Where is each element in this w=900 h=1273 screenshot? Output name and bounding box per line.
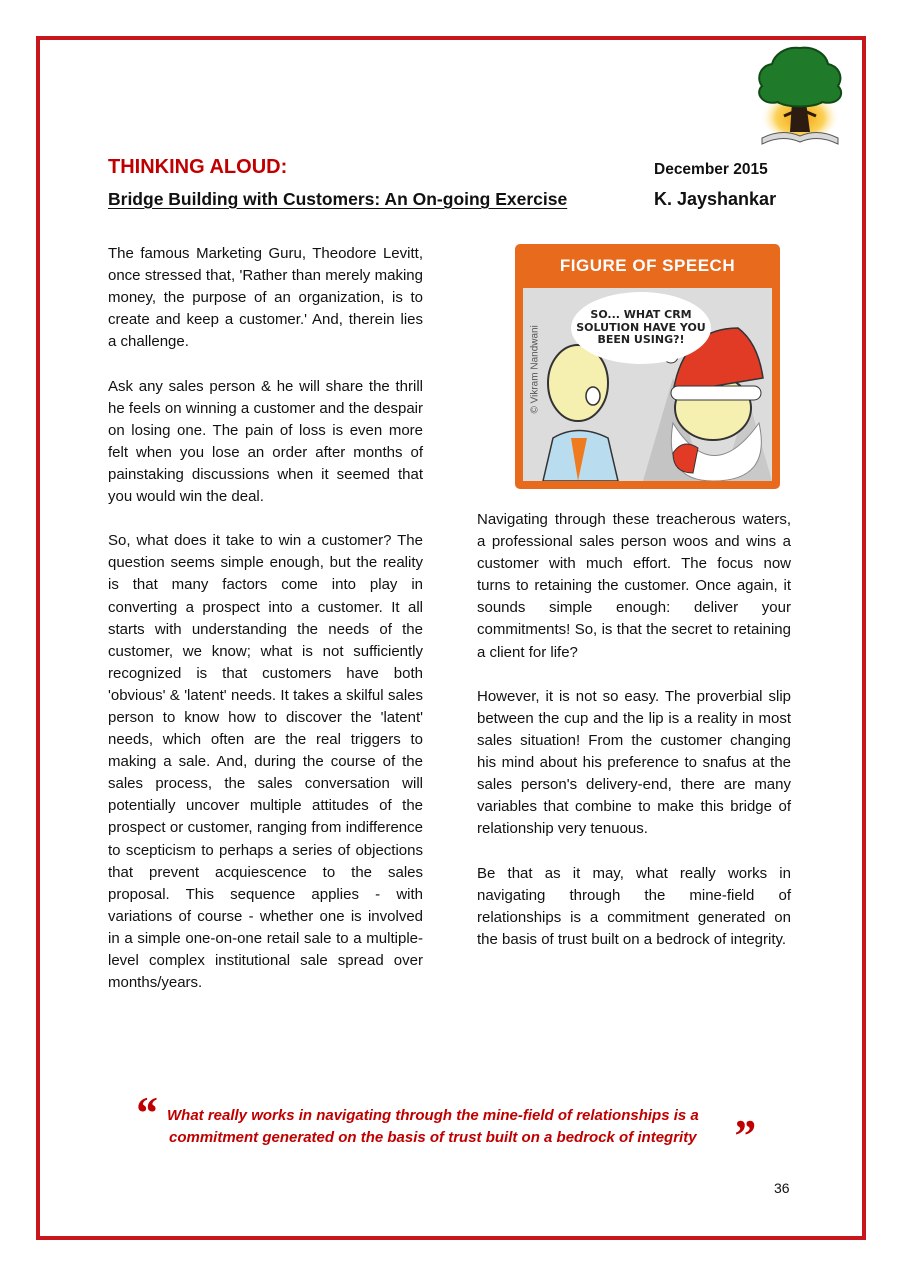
speech-bubble: SO... WHAT CRM SOLUTION HAVE YOU BEEN USING?! xyxy=(571,292,711,364)
pull-quote-line-2: commitment generated on the basis of trust built on a bedrock of integrity xyxy=(169,1129,697,1146)
pull-quote-line-1: What really works in navigating through the mine-field of relationships is a xyxy=(167,1107,699,1124)
cartoon-credit: © Vikram Nandwani xyxy=(529,325,541,414)
tree-book-logo-icon xyxy=(744,44,856,146)
open-quote-icon: “ xyxy=(134,1087,157,1138)
cartoon-figure xyxy=(515,244,780,489)
paragraph: So, what does it take to win a customer? The question seems simple enough, but the reality is that many factors come into play in converting a prospect into a customer. It all starts with understanding the needs of the customer, we know; what is not sufficiently recognized is that customers have both 'obvious' & 'latent' needs. It takes a skilful sales person to know how to discover the 'latent' needs, which often are the real triggers to making a sale. And, during the course of the sales process, the sales conversation will potentially uncover multiple attitudes of the prospect or customer, ranging from indifference to scepticism to perhaps a series of objections that prevent acquiescence to the sales proposal. This sequence applies - with variations of course - whether one is involved in a simple one-on-one retail sale to a multiple-level complex institutional sale spread over months/years. xyxy=(108,532,423,992)
paragraph: The famous Marketing Guru, Theodore Levitt, once stressed that, 'Rather than merely making money, the purpose of an organization, is to create and keep a customer.' And, therein lies a challenge. xyxy=(108,245,423,351)
author-name: K. Jayshankar xyxy=(654,189,777,209)
paragraph: However, it is not so easy. The proverbial slip between the cup and the lip is a reality in most sales situation! From the customer changing his mind about his preference to snafus at the sales person's delivery-end, there are many variables that combine to make this bridge of relationship very tenuous. xyxy=(477,687,791,838)
paragraph: Be that as it may, what really works in navigating through the mine-field of relationships is a commitment generated on the basis of trust built on a bedrock of integrity. xyxy=(477,864,791,948)
right-column xyxy=(477,509,791,973)
pull-quote-text xyxy=(167,1105,737,1149)
section-label: THINKING ALOUD: xyxy=(108,156,288,178)
paragraph: Ask any sales person & he will share the thrill he feels on winning a customer and the despair on losing one. The pain of loss is even more felt when you lose an order after months of painstaking discussions when it seemed that you would win the deal. xyxy=(108,377,423,506)
left-column xyxy=(108,243,423,1016)
cartoon-banner: FIGURE OF SPEECH xyxy=(559,256,736,275)
paragraph: Navigating through these treacherous waters, a professional sales person woos and wins a customer with much effort. The focus now turns to retaining the customer. Once again, it sounds simple enough: deliver your commitments! So, is that the secret to retaining a client for life? xyxy=(477,511,791,661)
page-number: 36 xyxy=(774,1180,790,1196)
article-title: Bridge Building with Customers: An On-going Exercise xyxy=(108,189,568,209)
cartoon-panel xyxy=(523,288,772,481)
close-quote-icon: ” xyxy=(732,1110,755,1161)
issue-date: December 2015 xyxy=(654,161,768,178)
